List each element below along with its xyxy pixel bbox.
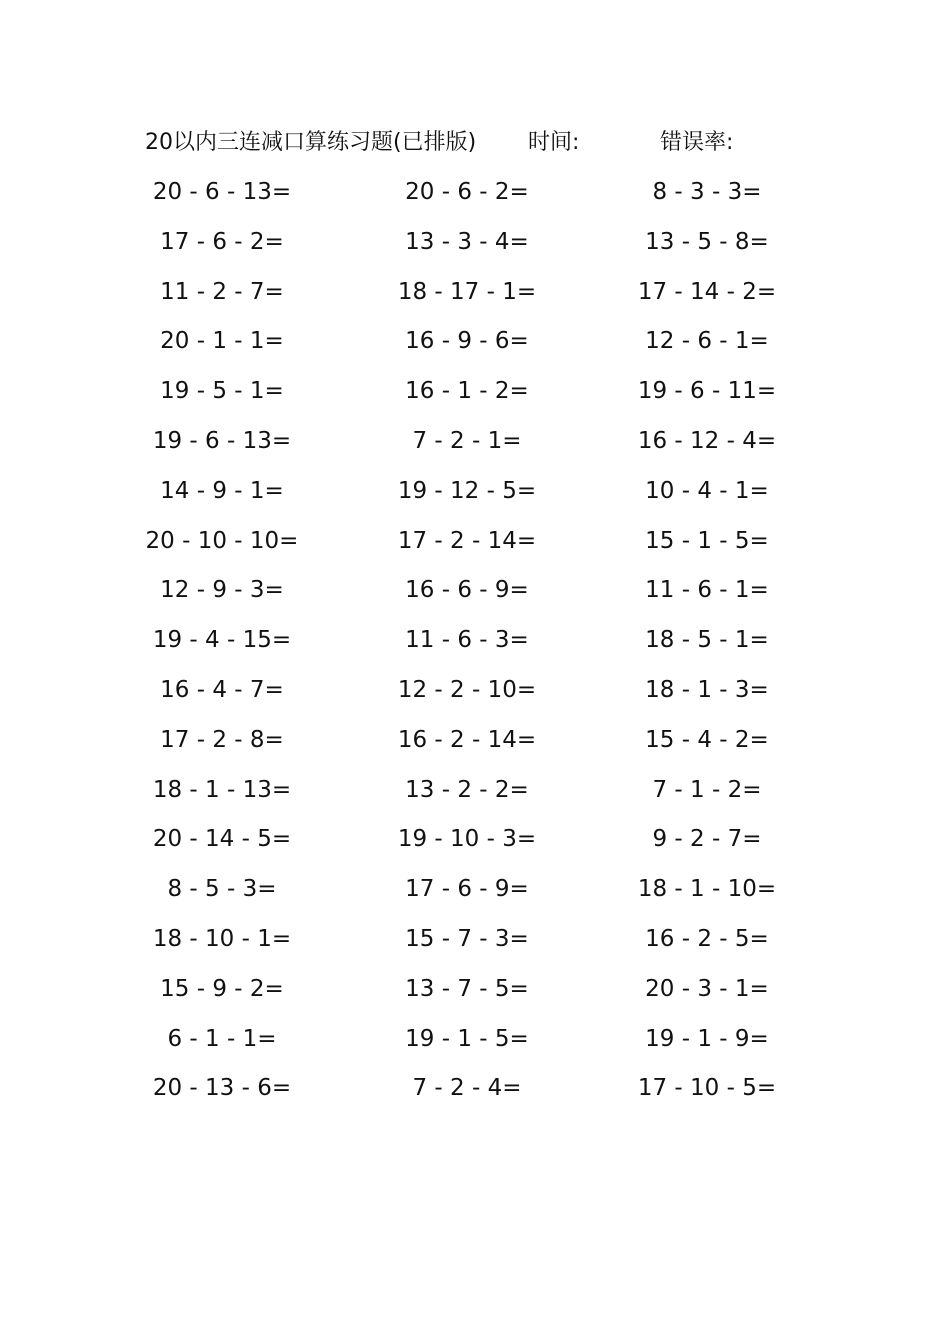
problem-cell: 19 - 12 - 5=	[397, 477, 537, 504]
problem-cell: 13 - 5 - 8=	[645, 228, 769, 255]
problem-cell: 16 - 2 - 5=	[645, 925, 769, 952]
problem-grid	[0, 174, 950, 1120]
problem-row	[0, 473, 950, 523]
problem-cell: 18 - 1 - 13=	[152, 776, 292, 803]
problem-cell: 15 - 7 - 3=	[405, 925, 529, 952]
problem-row	[0, 523, 950, 573]
problem-row	[0, 971, 950, 1021]
problem-cell: 20 - 6 - 13=	[152, 179, 292, 205]
problem-row	[0, 373, 950, 423]
problem-cell: 20 - 14 - 5=	[152, 826, 292, 853]
problem-cell: 20 - 6 - 2=	[405, 179, 529, 205]
problem-cell: 10 - 4 - 1=	[645, 477, 769, 504]
problem-cell: 19 - 10 - 3=	[397, 826, 537, 853]
problem-cell: 13 - 7 - 5=	[405, 975, 529, 1002]
problem-cell: 19 - 1 - 9=	[645, 1025, 769, 1052]
problem-row	[0, 174, 950, 224]
problem-row	[0, 921, 950, 971]
problem-cell: 19 - 1 - 5=	[405, 1025, 529, 1052]
problem-cell: 16 - 6 - 9=	[405, 577, 529, 604]
problem-cell: 7 - 2 - 1=	[412, 427, 522, 454]
problem-row	[0, 224, 950, 274]
problem-cell: 13 - 3 - 4=	[405, 228, 529, 255]
problem-cell: 17 - 2 - 14=	[397, 527, 537, 554]
problem-cell: 19 - 6 - 13=	[152, 427, 292, 454]
problem-cell: 12 - 9 - 3=	[160, 577, 284, 604]
problem-cell: 18 - 1 - 3=	[645, 676, 769, 703]
problem-cell: 16 - 2 - 14=	[397, 726, 537, 753]
problem-cell: 7 - 1 - 2=	[652, 776, 762, 803]
problem-cell: 16 - 9 - 6=	[405, 328, 529, 355]
problem-row	[0, 722, 950, 772]
problem-row	[0, 423, 950, 473]
problem-cell: 15 - 4 - 2=	[645, 726, 769, 753]
time-label: 时间:	[528, 130, 580, 155]
problem-row	[0, 274, 950, 324]
problem-cell: 17 - 10 - 5=	[637, 1075, 777, 1102]
problem-cell: 20 - 1 - 1=	[160, 328, 284, 355]
problem-cell: 19 - 5 - 1=	[160, 378, 284, 405]
problem-cell: 19 - 6 - 11=	[637, 378, 777, 405]
problem-row	[0, 1021, 950, 1071]
problem-cell: 8 - 5 - 3=	[167, 876, 277, 903]
problem-cell: 8 - 3 - 3=	[652, 179, 762, 205]
problem-row	[0, 821, 950, 871]
problem-cell: 13 - 2 - 2=	[405, 776, 529, 803]
worksheet-title: 20以内三连减口算练习题(已排版)	[145, 130, 477, 155]
problem-cell: 11 - 6 - 3=	[405, 627, 529, 654]
problem-cell: 16 - 1 - 2=	[405, 378, 529, 405]
problem-cell: 17 - 2 - 8=	[160, 726, 284, 753]
problem-cell: 18 - 5 - 1=	[645, 627, 769, 654]
problem-row	[0, 871, 950, 921]
problem-cell: 19 - 4 - 15=	[152, 627, 292, 654]
problem-cell: 6 - 1 - 1=	[167, 1025, 277, 1052]
problem-row	[0, 323, 950, 373]
problem-cell: 12 - 2 - 10=	[397, 676, 537, 703]
problem-cell: 18 - 10 - 1=	[152, 925, 292, 952]
problem-cell: 15 - 9 - 2=	[160, 975, 284, 1002]
problem-row	[0, 1070, 950, 1120]
problem-row	[0, 772, 950, 822]
problem-cell: 17 - 6 - 2=	[160, 228, 284, 255]
problem-cell: 9 - 2 - 7=	[652, 826, 762, 853]
problem-cell: 20 - 13 - 6=	[152, 1075, 292, 1102]
problem-cell: 17 - 14 - 2=	[637, 278, 777, 305]
problem-cell: 12 - 6 - 1=	[645, 328, 769, 355]
problem-cell: 11 - 6 - 1=	[645, 577, 769, 604]
problem-cell: 20 - 10 - 10=	[145, 527, 299, 554]
problem-row	[0, 622, 950, 672]
problem-cell: 18 - 1 - 10=	[637, 876, 777, 903]
problem-cell: 7 - 2 - 4=	[412, 1075, 522, 1102]
problem-cell: 11 - 2 - 7=	[160, 278, 284, 305]
problem-cell: 17 - 6 - 9=	[405, 876, 529, 903]
problem-cell: 14 - 9 - 1=	[160, 477, 284, 504]
problem-cell: 20 - 3 - 1=	[645, 975, 769, 1002]
problem-row	[0, 572, 950, 622]
problem-cell: 18 - 17 - 1=	[397, 278, 537, 305]
problem-cell: 15 - 1 - 5=	[645, 527, 769, 554]
worksheet-header	[145, 127, 785, 159]
problem-cell: 16 - 4 - 7=	[160, 676, 284, 703]
problem-row	[0, 672, 950, 722]
problem-cell: 16 - 12 - 4=	[637, 427, 777, 454]
error-rate-label: 错误率:	[660, 130, 734, 155]
